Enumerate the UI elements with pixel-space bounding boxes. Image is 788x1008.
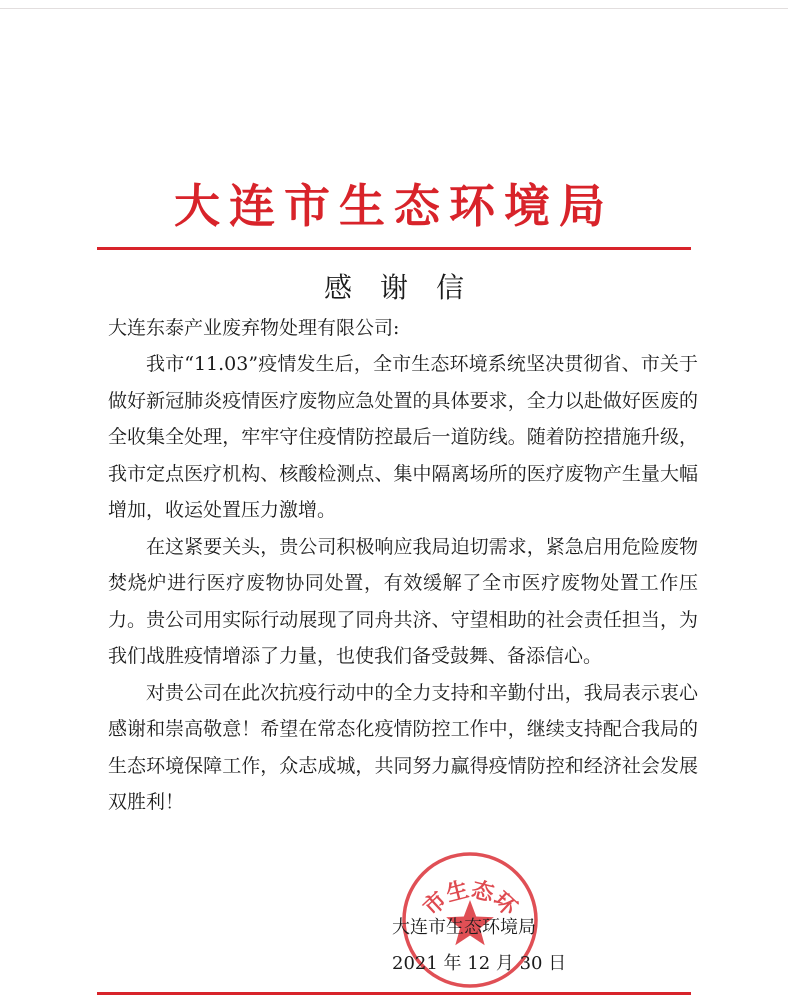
top-edge-line (0, 8, 788, 9)
footer-divider (97, 992, 691, 995)
issue-date: 2021 年 12 月 30 日 (392, 953, 567, 974)
signature-block (392, 910, 582, 982)
salutation: 大连东泰产业废弃物处理有限公司: (108, 317, 400, 339)
paragraph-2: 在这紧要关头，贵公司积极响应我局迫切需求，紧急启用危险废物焚烧炉进行医疗废物协同处置，有效缓解了全市医疗废物处置工作压力。贵公司用实际行动展现了同舟共济、守望相助的社会责任担当，为我们战胜疫情增添了力量，也使我们备受鼓舞、备添信心。 (108, 535, 698, 667)
document-title: 感谢信 (323, 271, 492, 304)
paragraph-3: 对贵公司在此次抗疫行动中的全力支持和辛勤付出，我局表示衷心感谢和崇高敬意！希望在常态化疫情防控工作中，继续支持配合我局的生态环境保障工作，众志成城，共同努力赢得疫情防控和经济社会发展双胜利！ (108, 681, 698, 813)
issuer-name: 大连市生态环境局 (392, 917, 536, 938)
letterhead-divider (97, 247, 691, 250)
letterhead-title: 大连市生态环境局 (174, 179, 614, 233)
seal-arc-text: 市生态环 (418, 876, 522, 921)
paragraph-1: 我市“11.03”疫情发生后，全市生态环境系统坚决贯彻省、市关于做好新冠肺炎疫情医疗废物应急处置的具体要求，全力以赴做好医废的全收集全处理，牢牢守住疫情防控最后一道防线。随着防控措施升级，我市定点医疗机构、核酸检测点、集中隔离场所的医疗废物产生量大幅增加，收运处置压力激增。 (108, 353, 698, 521)
letter-body (108, 310, 698, 821)
